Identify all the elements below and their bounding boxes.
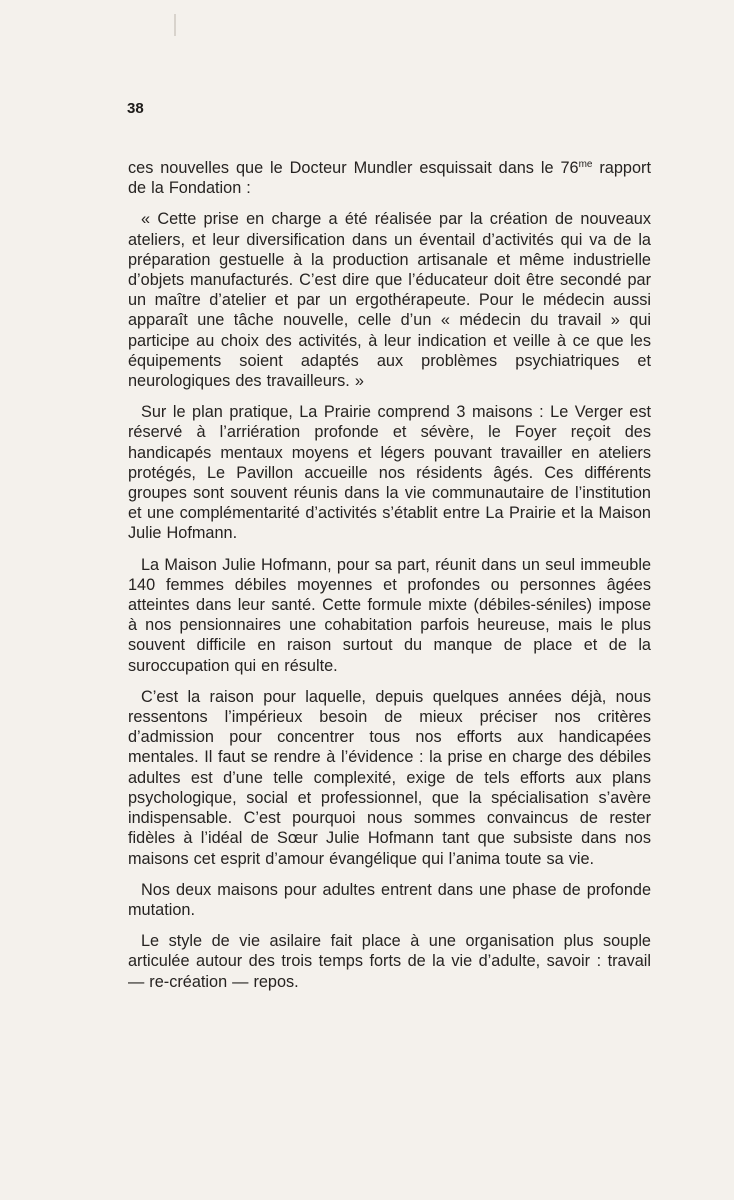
- page-margin-mark: [174, 14, 176, 36]
- paragraph-1-end: rapport de la Fondation :: [128, 159, 651, 198]
- paragraph-style-de-vie: Le style de vie asilaire fait place à une organisation plus souple articulée autour des trois temps forts de la vie d’adulte, savoir : travail — re-création — repos.: [128, 932, 651, 991]
- paragraph-continuation: [128, 158, 651, 198]
- paragraph-specialisation: C’est la raison pour laquelle, depuis quelques années déjà, nous ressentons l’impérieux besoin de mieux préciser nos critères d’admission pour concentrer tous nos efforts aux handicapées mentales. Il faut se rendre à l’évidence : la prise en charge des débiles adultes est d’une telle complexité, exige de tels efforts aux plans psychologique, social et professionnel, que la spécialisation s’avère indispensable. C’est pourquoi nous sommes convaincus de rester fidèles à l’idéal de Sœur Julie Hofmann tant que subsiste dans nos maisons cet esprit d’amour évangélique qui l’anima toute sa vie.: [128, 687, 651, 868]
- page-number: 38: [127, 100, 144, 117]
- paragraph-mutation: Nos deux maisons pour adultes entrent dans une phase de profonde mutation.: [128, 880, 651, 919]
- quotation-paragraph: « Cette prise en charge a été réalisée par la création de nouveaux ateliers, et leur diversification dans un éventail d’activités qui va de la préparation gestuelle à la production artisanale et même industrielle d’objets manufacturés. C’est dire que l’éducateur doit être secondé par un maître d’atelier et par un ergothérapeute. Pour le médecin aussi apparaît une tâche nouvelle, celle d’un « médecin du travail » qui participe au choix des activités, à leur indication et veille à ce que les équipements soient adaptés aux problèmes psychiatriques et neurologiques des travailleurs. »: [128, 210, 651, 391]
- paragraph-1-text: ces nouvelles que le Docteur Mundler esquissait dans le 76: [128, 159, 579, 177]
- paragraph-maison-julie-hofmann: La Maison Julie Hofmann, pour sa part, réunit dans un seul immeuble 140 femmes débiles moyennes et profondes ou personnes âgées atteintes dans leur santé. Cette formule mixte (débiles-séniles) impose à nos pensionnaires une cohabitation parfois heureuse, mais le plus souvent difficile en raison surtout du manque de place et de la suroccupation qui en résulte.: [128, 555, 651, 675]
- body-text: [128, 158, 651, 1003]
- paragraph-la-prairie: Sur le plan pratique, La Prairie comprend 3 maisons : Le Verger est réservé à l’arriération profonde et sévère, le Foyer reçoit des handicapés mentaux moyens et légers pouvant travailler en ateliers protégés, Le Pavillon accueille nos résidents âgés. Ces différents groupes sont souvent réunis dans la vie communautaire de l’institution et une complémentarité d’activités s’établit entre La Prairie et la Maison Julie Hofmann.: [128, 403, 651, 543]
- ordinal-superscript: me: [578, 159, 593, 170]
